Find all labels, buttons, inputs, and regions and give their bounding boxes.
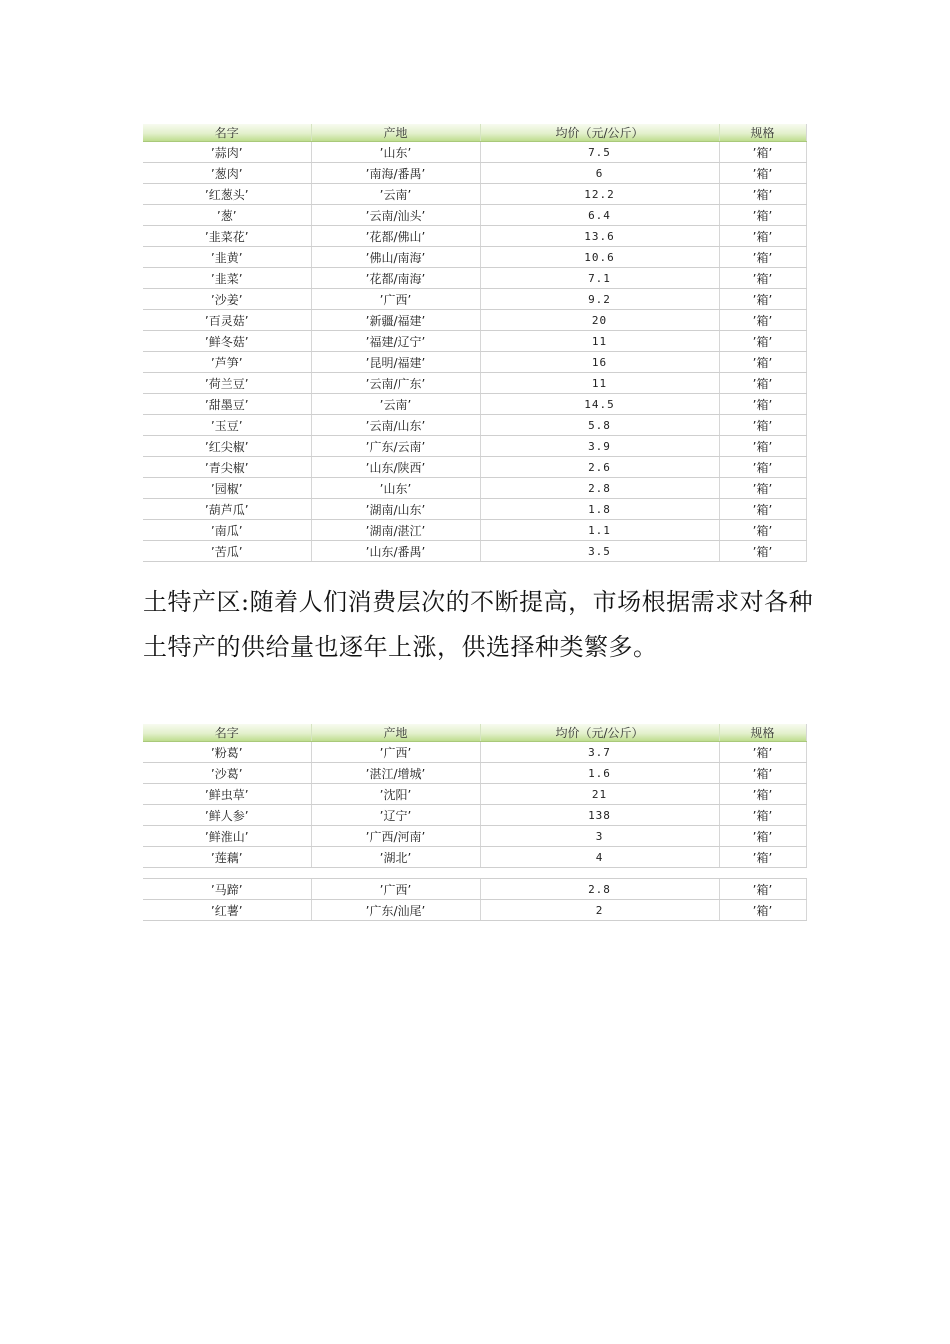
cell-name: ’葱’ [143,205,311,226]
cell-price: 6 [480,163,719,184]
cell-price: 6.4 [480,205,719,226]
cell-price: 13.6 [480,226,719,247]
table-row [143,352,806,373]
cell-price: 9.2 [480,289,719,310]
cell-price: 2 [480,900,719,921]
table-row [143,541,806,562]
cell-name: ’红薯’ [143,900,311,921]
vegetable-price-table [143,124,807,562]
cell-origin: ’山东’ [311,478,480,499]
cell-spec: ’箱’ [719,415,806,436]
specialty-price-table [143,724,807,921]
cell-name: ’蒜肉’ [143,142,311,163]
table-row [143,247,806,268]
table-row [143,184,806,205]
table-row [143,826,806,847]
cell-spec: ’箱’ [719,226,806,247]
cell-origin: ’云南/广东’ [311,373,480,394]
table-gap-cell [143,868,806,879]
table-row [143,226,806,247]
cell-spec: ’箱’ [719,847,806,868]
cell-origin: ’云南/汕头’ [311,205,480,226]
header-price: 均价（元/公斤） [480,724,719,742]
cell-name: ’韭黄’ [143,247,311,268]
cell-price: 11 [480,331,719,352]
table-row [143,415,806,436]
cell-spec: ’箱’ [719,289,806,310]
cell-price: 11 [480,373,719,394]
cell-price: 16 [480,352,719,373]
cell-spec: ’箱’ [719,184,806,205]
cell-name: ’鲜淮山’ [143,826,311,847]
header-origin: 产地 [311,724,480,742]
header-origin: 产地 [311,124,480,142]
cell-origin: ’湛江/增城’ [311,763,480,784]
cell-spec: ’箱’ [719,784,806,805]
cell-origin: ’花都/南海’ [311,268,480,289]
table-row [143,436,806,457]
cell-price: 1.8 [480,499,719,520]
cell-name: ’苦瓜’ [143,541,311,562]
cell-spec: ’箱’ [719,205,806,226]
cell-spec: ’箱’ [719,247,806,268]
cell-price: 20 [480,310,719,331]
cell-name: ’鲜人参’ [143,805,311,826]
cell-spec: ’箱’ [719,163,806,184]
cell-spec: ’箱’ [719,310,806,331]
table-row [143,763,806,784]
cell-origin: ’广西/河南’ [311,826,480,847]
cell-name: ’荷兰豆’ [143,373,311,394]
table-row [143,457,806,478]
cell-origin: ’广东/云南’ [311,436,480,457]
cell-origin: ’湖南/湛江’ [311,520,480,541]
cell-spec: ’箱’ [719,457,806,478]
cell-name: ’南瓜’ [143,520,311,541]
cell-price: 2.6 [480,457,719,478]
cell-name: ’鲜虫草’ [143,784,311,805]
table-row [143,784,806,805]
cell-name: ’沙姜’ [143,289,311,310]
cell-spec: ’箱’ [719,879,806,900]
cell-spec: ’箱’ [719,331,806,352]
cell-origin: ’山东’ [311,142,480,163]
cell-spec: ’箱’ [719,268,806,289]
cell-origin: ’广西’ [311,742,480,763]
cell-spec: ’箱’ [719,900,806,921]
cell-price: 12.2 [480,184,719,205]
cell-spec: ’箱’ [719,826,806,847]
table-row [143,394,806,415]
table-row [143,268,806,289]
cell-price: 3.9 [480,436,719,457]
cell-origin: ’云南’ [311,394,480,415]
cell-spec: ’箱’ [719,373,806,394]
cell-name: ’韭菜’ [143,268,311,289]
header-spec: 规格 [719,724,806,742]
cell-name: ’莲藕’ [143,847,311,868]
cell-origin: ’沈阳’ [311,784,480,805]
cell-name: ’鲜冬菇’ [143,331,311,352]
table-row [143,805,806,826]
cell-price: 138 [480,805,719,826]
cell-name: ’青尖椒’ [143,457,311,478]
cell-price: 1.1 [480,520,719,541]
cell-name: ’葱肉’ [143,163,311,184]
cell-origin: ’湖南/山东’ [311,499,480,520]
cell-price: 2.8 [480,879,719,900]
table-row [143,742,806,763]
table-header-row [143,124,806,142]
cell-origin: ’云南/山东’ [311,415,480,436]
cell-spec: ’箱’ [719,805,806,826]
cell-price: 21 [480,784,719,805]
cell-name: ’甜墨豆’ [143,394,311,415]
cell-spec: ’箱’ [719,142,806,163]
table-row [143,520,806,541]
table-row [143,142,806,163]
header-name: 名字 [143,124,311,142]
cell-origin: ’山东/陕西’ [311,457,480,478]
table-body [143,142,806,562]
cell-name: ’沙葛’ [143,763,311,784]
table-row [143,373,806,394]
table-row [143,310,806,331]
cell-name: ’玉豆’ [143,415,311,436]
cell-spec: ’箱’ [719,742,806,763]
cell-origin: ’昆明/福建’ [311,352,480,373]
cell-origin: ’湖北’ [311,847,480,868]
cell-name: ’粉葛’ [143,742,311,763]
cell-price: 1.6 [480,763,719,784]
cell-name: ’韭菜花’ [143,226,311,247]
cell-price: 14.5 [480,394,719,415]
cell-name: ’葫芦瓜’ [143,499,311,520]
cell-spec: ’箱’ [719,541,806,562]
header-spec: 规格 [719,124,806,142]
table-row [143,499,806,520]
cell-price: 7.1 [480,268,719,289]
cell-origin: ’广西’ [311,289,480,310]
cell-price: 2.8 [480,478,719,499]
table-row [143,289,806,310]
cell-price: 3.5 [480,541,719,562]
specialty-paragraph: 土特产区:随着人们消费层次的不断提高，市场根据需求对各种土特产的供给量也逐年上涨，供选择种类繁多。 [143,588,814,661]
cell-origin: ’佛山/南海’ [311,247,480,268]
cell-origin: ’花都/佛山’ [311,226,480,247]
cell-name: ’芦笋’ [143,352,311,373]
cell-origin: ’广东/汕尾’ [311,900,480,921]
table-row [143,879,806,900]
cell-spec: ’箱’ [719,352,806,373]
cell-spec: ’箱’ [719,763,806,784]
cell-spec: ’箱’ [719,436,806,457]
cell-origin: ’福建/辽宁’ [311,331,480,352]
cell-price: 7.5 [480,142,719,163]
cell-spec: ’箱’ [719,499,806,520]
cell-origin: ’山东/番禺’ [311,541,480,562]
header-price: 均价（元/公斤） [480,124,719,142]
cell-price: 10.6 [480,247,719,268]
table-row [143,900,806,921]
cell-origin: ’广西’ [311,879,480,900]
cell-name: ’马蹄’ [143,879,311,900]
table-header-row [143,724,806,742]
table-body [143,742,806,921]
cell-name: ’红葱头’ [143,184,311,205]
cell-price: 5.8 [480,415,719,436]
table-row [143,205,806,226]
table-row [143,331,806,352]
cell-origin: ’新疆/福建’ [311,310,480,331]
cell-spec: ’箱’ [719,394,806,415]
table-gap-row [143,868,806,879]
cell-price: 4 [480,847,719,868]
cell-spec: ’箱’ [719,478,806,499]
cell-name: ’红尖椒’ [143,436,311,457]
cell-origin: ’云南’ [311,184,480,205]
cell-price: 3.7 [480,742,719,763]
cell-origin: ’南海/番禺’ [311,163,480,184]
cell-name: ’百灵菇’ [143,310,311,331]
table-row [143,163,806,184]
table-row [143,847,806,868]
header-name: 名字 [143,724,311,742]
cell-name: ’园椒’ [143,478,311,499]
cell-price: 3 [480,826,719,847]
cell-spec: ’箱’ [719,520,806,541]
table-row [143,478,806,499]
cell-origin: ’辽宁’ [311,805,480,826]
